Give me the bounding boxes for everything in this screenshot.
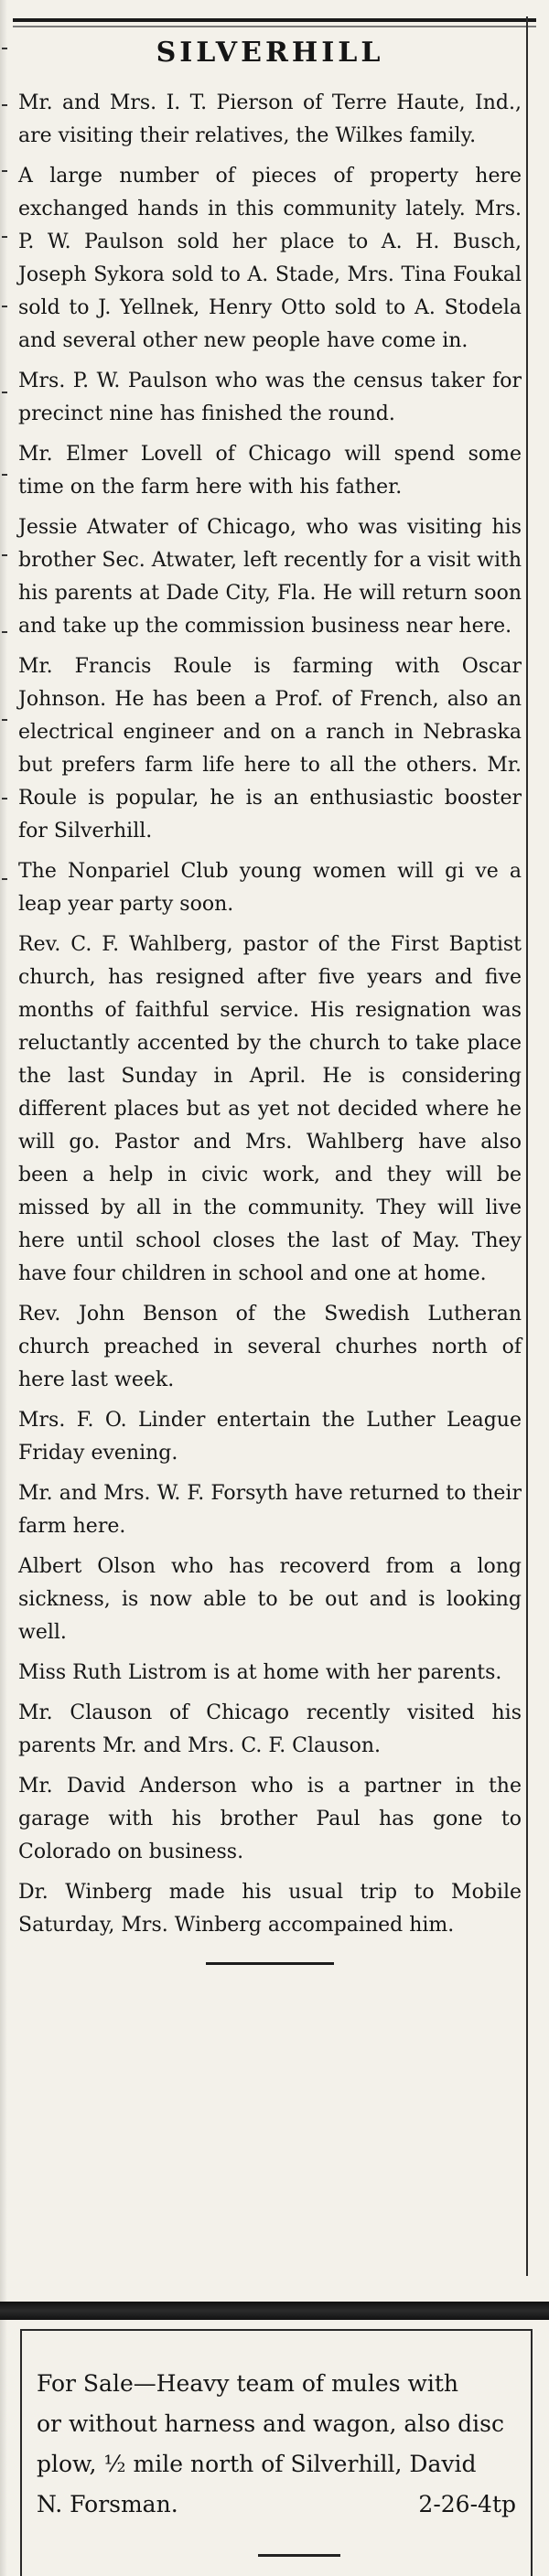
top-rule-thin bbox=[13, 26, 536, 27]
classified-ad-text bbox=[37, 2364, 516, 2525]
article-paragraph: Dr. Winberg made his usual trip to Mobile Saturday, Mrs. Winberg accompained him. bbox=[18, 1881, 522, 1937]
silverhill-article bbox=[18, 37, 522, 1965]
article-paragraph: Mr. and Mrs. I. T. Pierson of Terre Haute, Ind., are visiting their relatives, the Wilkes family. bbox=[18, 91, 522, 147]
article-paragraph: Mr. David Anderson who is a partner in the garage with his brother Paul has gone to Colorado on business. bbox=[18, 1775, 522, 1863]
article-paragraph: A large number of pieces of property here exchanged hands in this community lately. Mrs. P. W. Paulson sold her place to A. H. Busch, Joseph Sykora sold to A. Stade, Mrs. Tina Foukal sold to J. Yellnek, Henry Otto sold to A. Stodela and several other new people have come in. bbox=[18, 165, 522, 352]
ad-name: N. Forsman. bbox=[37, 2491, 178, 2517]
top-rule bbox=[13, 18, 536, 22]
article-paragraph: Mr. Francis Roule is farming with Oscar Johnson. He has been a Prof. of French, also an electrical engineer and on a ranch in Nebraska but prefers farm life here to all the others. Mr. Roule is popular, he is an enthusiastic booster for Silverhill. bbox=[18, 655, 522, 843]
ad-line-4 bbox=[37, 2485, 516, 2525]
article-paragraph: Albert Olson who has recoverd from a long sickness, is now able to be out and is looking well. bbox=[18, 1555, 522, 1644]
article-paragraph: Miss Ruth Listrom is at home with her parents. bbox=[18, 1661, 502, 1684]
left-column-marks bbox=[0, 0, 11, 2576]
ad-line-1: For Sale—Heavy team of mules with bbox=[37, 2370, 459, 2397]
article-paragraph: Mr. Elmer Lovell of Chicago will spend some time on the farm here with his father. bbox=[18, 443, 522, 499]
article-paragraph: Rev. John Benson of the Swedish Lutheran church preached in several churhes north of here last week. bbox=[18, 1303, 522, 1391]
article-paragraph: Mrs. F. O. Linder entertain the Luther League Friday evening. bbox=[18, 1409, 522, 1465]
classified-ad bbox=[20, 2329, 533, 2576]
article-paragraph: Mr. Clauson of Chicago recently visited his parents Mr. and Mrs. C. F. Clauson. bbox=[18, 1701, 522, 1757]
ad-end-rule bbox=[258, 2554, 340, 2557]
article-paragraph: Jessie Atwater of Chicago, who was visiting his brother Sec. Atwater, left recently for a visit with his parents at Dade City, Fla. He will return soon and take up the commission business near here. bbox=[18, 516, 522, 638]
article-heading: SILVERHILL bbox=[156, 37, 384, 69]
ad-line-2: or without harness and wagon, also disc bbox=[37, 2410, 504, 2437]
scan-fold-band bbox=[0, 2302, 549, 2320]
article-paragraph: Mrs. P. W. Paulson who was the census taker for precinct nine has finished the round. bbox=[18, 370, 522, 425]
right-column-rule bbox=[526, 16, 528, 2276]
article-paragraph: Rev. C. F. Wahlberg, pastor of the First Baptist church, has resigned after five years and five months of faithful service. His resignation was reluctantly accented by the church to take place the last Sunday in April. He is considering different places but as yet not decided where he will go. Pastor and Mrs. Wahlberg have also been a help in civic work, and they will be missed by all in the community. They will live here until school closes the last of May. They have four children in school and one at home. bbox=[18, 933, 522, 1285]
article-paragraph: The Nonpariel Club young women will gi ve a leap year party soon. bbox=[18, 860, 522, 916]
ad-code: 2-26-4tp bbox=[418, 2491, 516, 2517]
article-end-rule bbox=[206, 1962, 334, 1965]
ad-line-3: plow, ½ mile north of Silverhill, David bbox=[37, 2451, 477, 2477]
article-paragraph: Mr. and Mrs. W. F. Forsyth have returned to their farm here. bbox=[18, 1482, 522, 1538]
